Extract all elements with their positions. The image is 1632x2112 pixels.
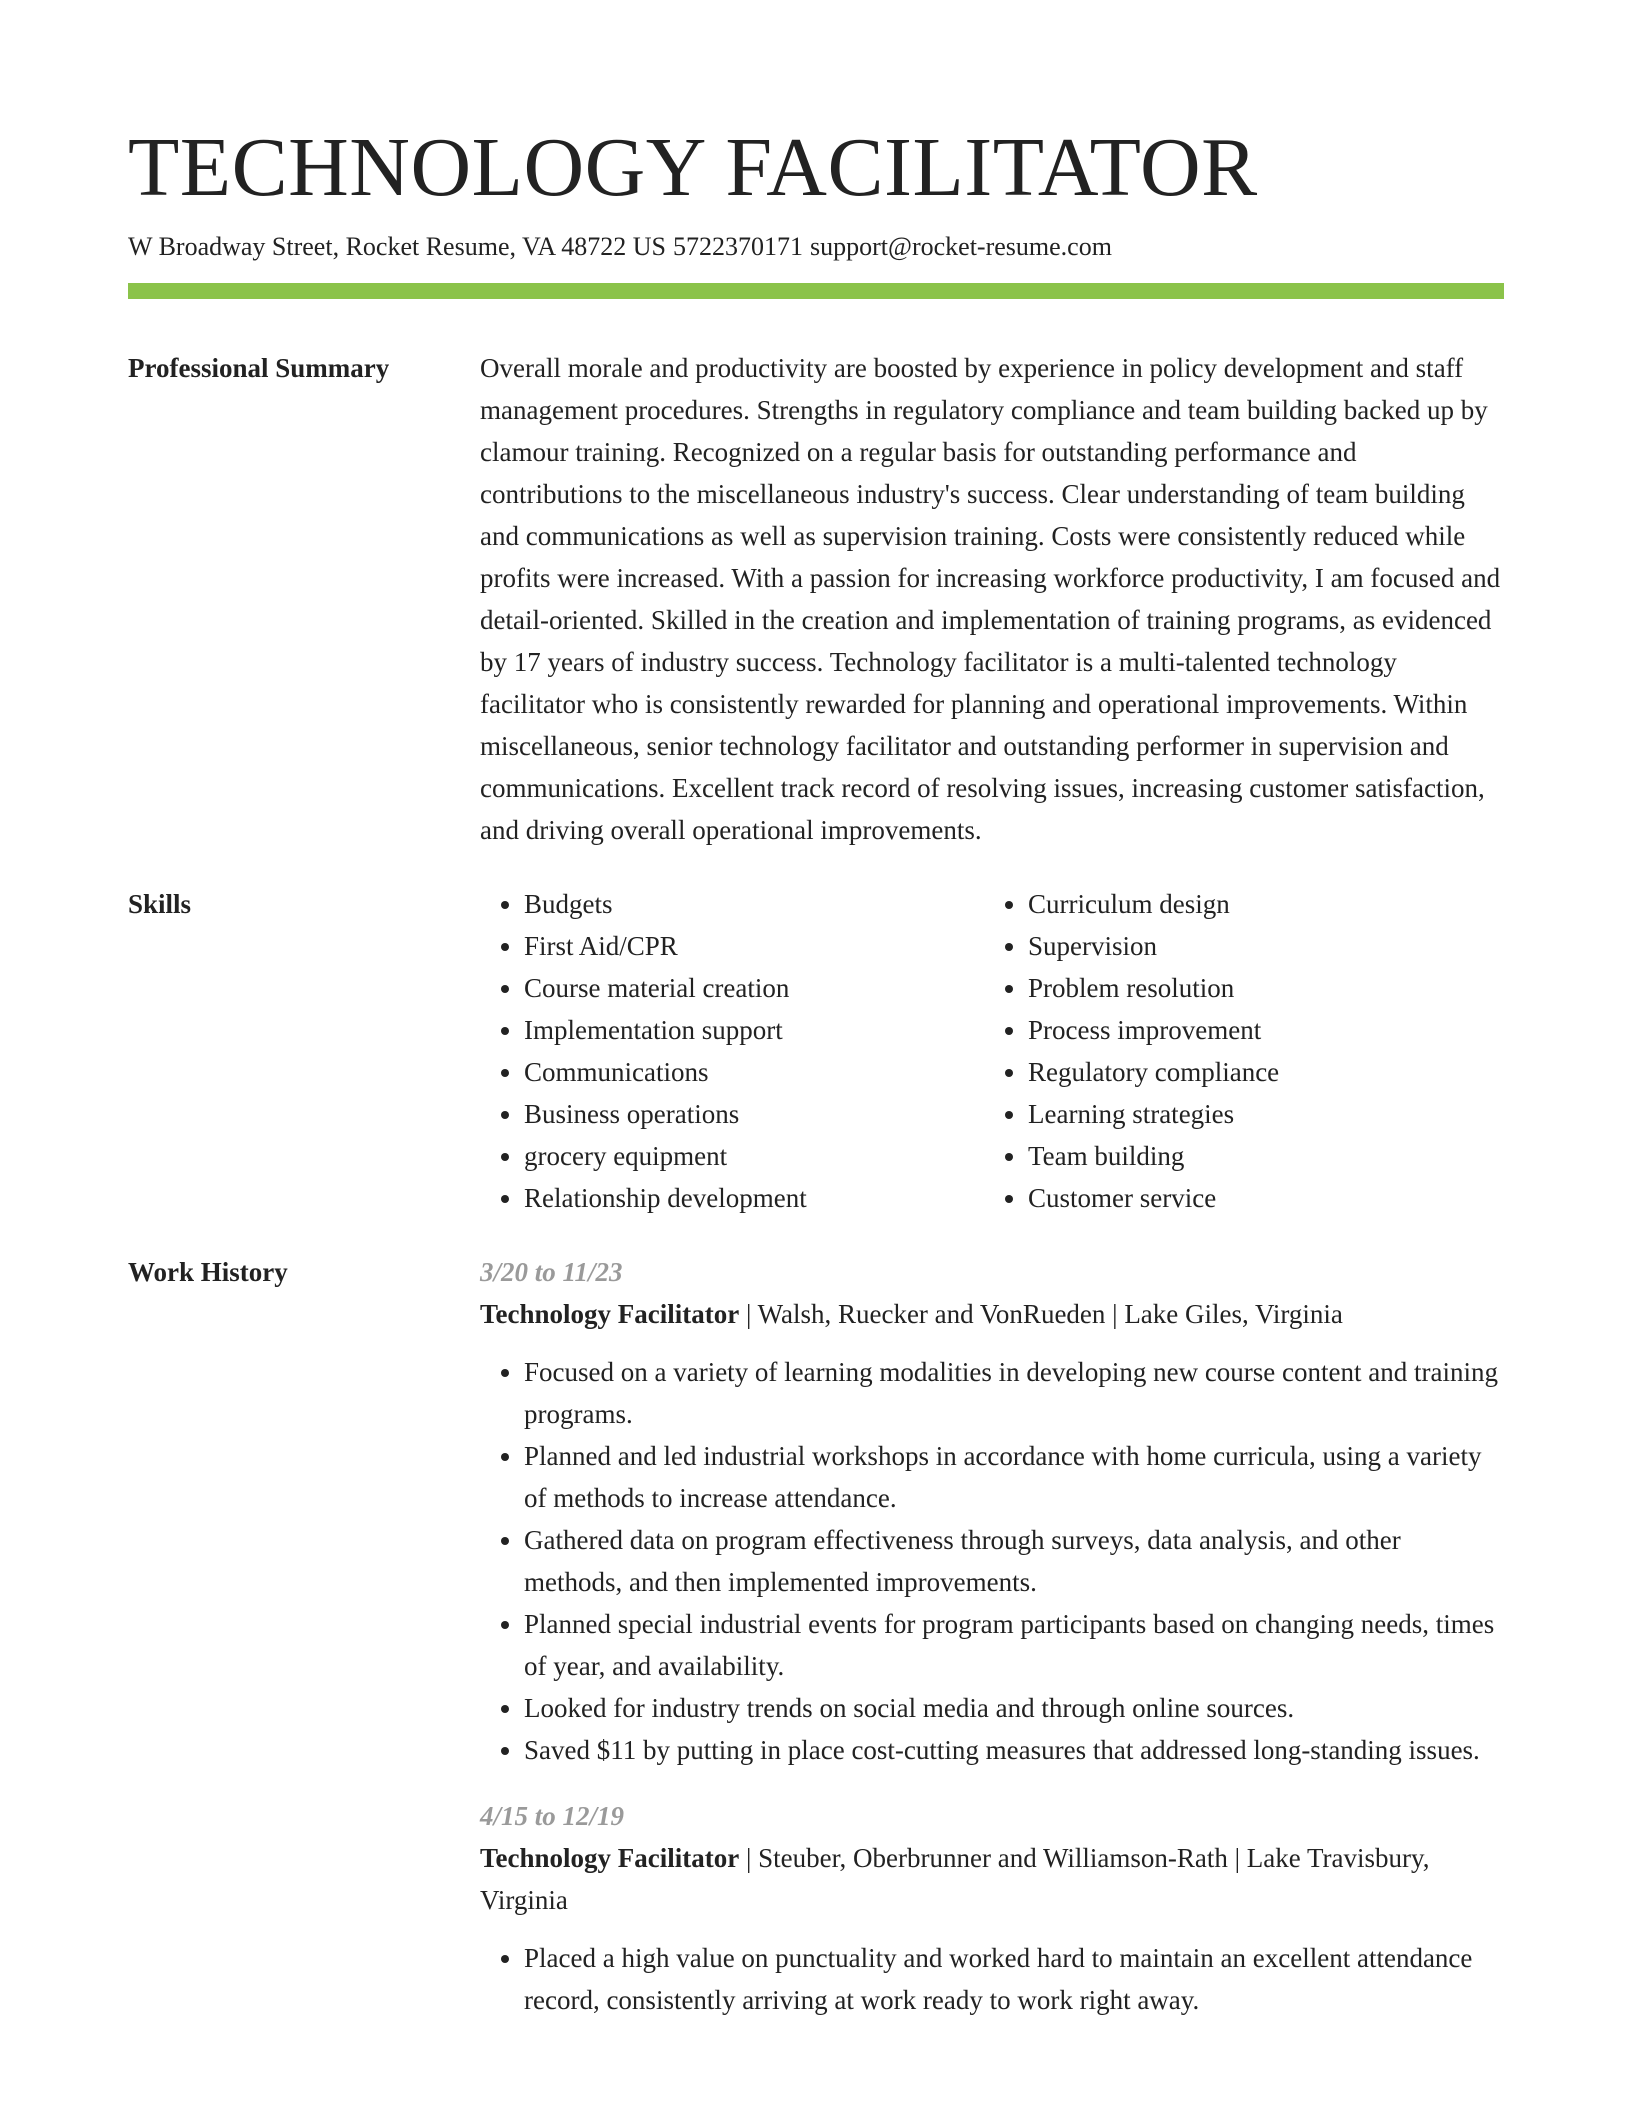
job-bullet: • Focused on a variety of learning modalities in developing new course content and training programs.	[524, 1351, 1504, 1435]
work-history-section	[128, 1251, 1504, 2045]
skill-item: • Customer service	[1028, 1177, 1488, 1219]
skill-item: • Business operations	[524, 1093, 984, 1135]
skill-item: • Implementation support	[524, 1009, 984, 1051]
skill-item: • Course material creation	[524, 967, 984, 1009]
skill-item: • Relationship development	[524, 1177, 984, 1219]
job-details: | Steuber, Oberbrunner and Williamson-Rath | Lake Travisbury, Virginia	[480, 1843, 1430, 1915]
job-bullet: • Planned special industrial events for program participants based on changing needs, times of year, and availability.	[524, 1603, 1504, 1687]
skill-item: • Regulatory compliance	[1028, 1051, 1488, 1093]
address: W Broadway Street, Rocket Resume, VA 48722 US	[128, 232, 667, 261]
job-title: Technology Facilitator	[480, 1299, 740, 1329]
skills-list-left	[480, 883, 984, 1219]
skill-item: • Communications	[524, 1051, 984, 1093]
candidate-name: TECHNOLOGY FACILITATOR	[128, 121, 1258, 214]
skill-item: • Process improvement	[1028, 1009, 1488, 1051]
job-entry	[480, 1251, 1504, 1771]
job-entry	[480, 1795, 1504, 2021]
job-bullet: • Looked for industry trends on social media and through online sources.	[524, 1687, 1504, 1729]
contact-line	[128, 230, 1504, 264]
section-title-skills: Skills	[128, 889, 192, 919]
phone: 5722370171	[673, 232, 804, 261]
job-bullet: • Planned and led industrial workshops in accordance with home curricula, using a variety of methods to increase attendance.	[524, 1435, 1504, 1519]
job-title: Technology Facilitator	[480, 1843, 740, 1873]
skill-item: • grocery equipment	[524, 1135, 984, 1177]
job-bullet: • Saved $11 by putting in place cost-cutting measures that addressed long-standing issues.	[524, 1729, 1504, 1771]
skill-item: • Curriculum design	[1028, 883, 1488, 925]
job-bullets	[480, 1937, 1504, 2021]
job-dates: 4/15 to 12/19	[480, 1801, 625, 1831]
professional-summary-section	[128, 347, 1504, 851]
resume-page	[128, 0, 1504, 2045]
job-bullet: • Gathered data on program effectiveness through surveys, data analysis, and other methods, and then implemented improvements.	[524, 1519, 1504, 1603]
section-title-work-history: Work History	[128, 1257, 288, 1287]
job-details: | Walsh, Ruecker and VonRueden | Lake Giles, Virginia	[739, 1299, 1343, 1329]
job-bullets	[480, 1351, 1504, 1771]
skill-item: • Learning strategies	[1028, 1093, 1488, 1135]
skills-list-right	[984, 883, 1488, 1219]
job-heading	[480, 1293, 1504, 1335]
skill-item: • Budgets	[524, 883, 984, 925]
skill-item: • Problem resolution	[1028, 967, 1488, 1009]
skill-item: • Supervision	[1028, 925, 1488, 967]
header-divider	[128, 283, 1504, 299]
skills-section	[128, 883, 1504, 1219]
job-dates: 3/20 to 11/23	[480, 1257, 623, 1287]
skill-item: • First Aid/CPR	[524, 925, 984, 967]
job-bullet: • Placed a high value on punctuality and worked hard to maintain an excellent attendance record, consistently arriving at work ready to work right away.	[524, 1937, 1504, 2021]
section-title-summary: Professional Summary	[128, 353, 390, 383]
job-heading	[480, 1837, 1504, 1921]
skill-item: • Team building	[1028, 1135, 1488, 1177]
email: support@rocket-resume.com	[810, 232, 1112, 261]
summary-text: Overall morale and productivity are boosted by experience in policy development and staff management procedures. Strengths in regulatory compliance and team building backed up by clamour training. Recognized on a regular basis for outstanding performance and contributions to the miscellaneous industry's success. Clear understanding of team building and communications as well as supervision training. Costs were consistently reduced while profits were increased. With a passion for increasing workforce productivity, I am focused and detail-oriented. Skilled in the creation and implementation of training programs, as evidenced by 17 years of industry success. Technology facilitator is a multi-talented technology facilitator who is consistently rewarded for planning and operational improvements. Within miscellaneous, senior technology facilitator and outstanding performer in supervision and communications. Excellent track record of resolving issues, increasing customer satisfaction, and driving overall operational improvements.	[480, 353, 1501, 845]
